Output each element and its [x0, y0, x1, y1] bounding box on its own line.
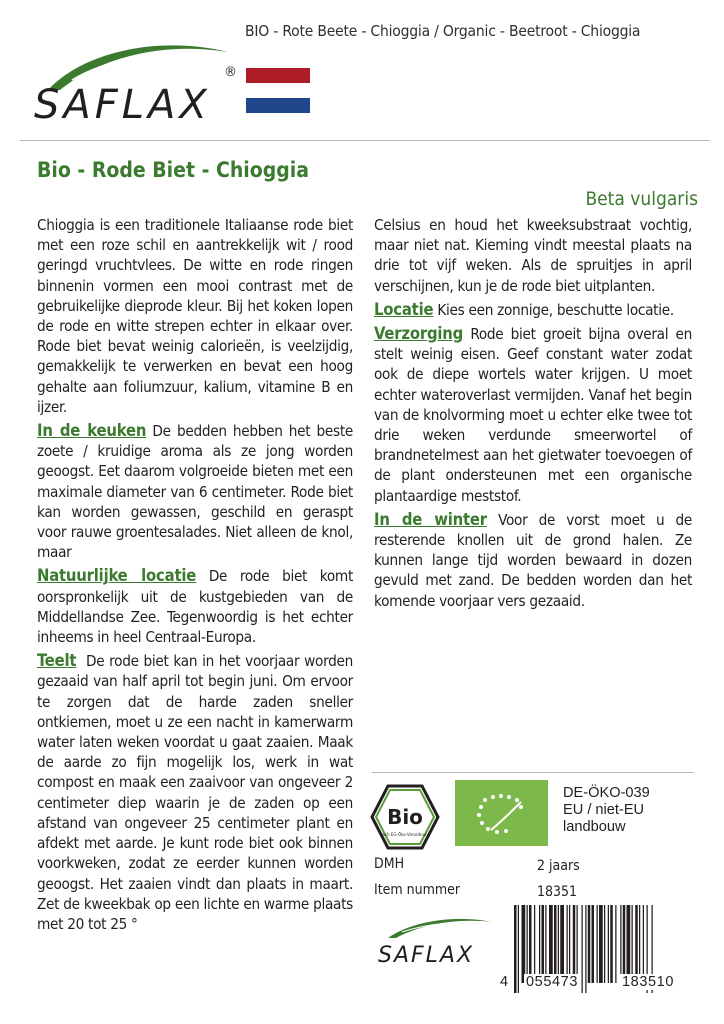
location-section: [374, 300, 692, 320]
flag-stripe-white: [246, 83, 310, 98]
winter-heading: In de winter: [374, 509, 487, 529]
certification-origin: EU / niet-EU: [563, 802, 645, 818]
barcode-bar: [539, 905, 540, 983]
dmh-value: 2 jaars: [537, 858, 580, 874]
flag-stripe-red: [246, 68, 310, 83]
saflax-logo-small: [374, 910, 498, 968]
barcode-bar: [592, 905, 595, 983]
svg-text:SAFLAX: SAFLAX: [34, 82, 211, 126]
winter-text: Voor de vorst moet u de resterende knollen uit de grond halen. Ze kunnen lange tijd worden bewaard in dozen gevuld met zand. De bedden worden dan het komende voorjaar vers gezaaid.: [374, 510, 692, 610]
item-number-value: 18351: [537, 884, 578, 900]
barcode-bar: [597, 905, 598, 983]
barcode-bar: [514, 905, 517, 993]
saflax-logo: [28, 30, 250, 126]
cultivation-text: De rode biet kan in het voorjaar worden gezaaid van half april tot begin juni. Om ervoor te zorgen dat de harde zaden sneller ontkiemen, moet u ze een nacht in kamerwarm water laten weken voordat u gaat zaaien. Maak de aarde zo fijn mogelijk los, werk in wat compost en maak een zaaivoor van ongeveer 2 centimeter diep waarin je de zaden op een afstand van ongeveer 25 centimeter plant en afdekt met aarde. Je kunt rode biet ook binnen voorkweken, zodat ze eerder kunnen worden geoogst. Het zaaien vindt dan plaats in maart. Zet de kweekbak op een lichte en warme plaats met 20 tot 25 °: [37, 652, 354, 933]
barcode-bar: [529, 905, 532, 983]
natural-location-section: [37, 566, 353, 647]
care-section: [374, 324, 692, 506]
barcode-bar: [604, 905, 605, 983]
barcode-bar: [635, 905, 638, 983]
barcode-bar: [560, 905, 564, 983]
item-number-label: Item nummer: [374, 882, 461, 898]
barcode-bar: [639, 905, 640, 983]
barcode-bar: [615, 905, 616, 983]
netherlands-flag-icon: [246, 68, 310, 113]
location-heading: Locatie: [374, 299, 434, 319]
dmh-label: DMH: [374, 856, 405, 872]
barcode-bar: [643, 905, 644, 983]
barcode-bar: [567, 905, 568, 983]
flag-stripe-blue: [246, 98, 310, 113]
barcode-bar: [582, 905, 583, 993]
certification-code: DE-ÖKO-039: [563, 785, 650, 801]
barcode-bar: [542, 905, 545, 983]
barcode-bar: [522, 905, 526, 983]
barcode-bar: [620, 905, 621, 983]
barcode-bar: [599, 905, 603, 983]
page-header-title: BIO - Rote Beete - Chioggia / Organic - Beetroot - Chioggia: [245, 22, 641, 40]
barcode-group-1: 055473: [526, 974, 578, 990]
eu-organic-leaf-logo: [455, 780, 548, 846]
header-divider: [20, 140, 710, 141]
left-column: [37, 215, 353, 938]
winter-section: [374, 510, 692, 611]
barcode-bar: [549, 905, 553, 983]
certification-text: [563, 785, 650, 836]
latin-name: Beta vulgaris: [585, 188, 698, 210]
svg-text:®: ®: [224, 65, 237, 80]
barcode-bar: [577, 905, 578, 983]
bio-seal-icon: [370, 784, 440, 850]
location-text: Kies een zonnige, beschutte locatie.: [437, 300, 674, 319]
barcode-bar: [569, 905, 570, 983]
svg-text:nach EG-Öko-Verordnung: nach EG-Öko-Verordnung: [379, 832, 431, 837]
barcode-bar: [534, 905, 535, 983]
barcode-bar: [573, 905, 576, 983]
care-text: Rode biet groeit bijna overal en stelt weinig eisen. Geef constant water zodat ook de diepe wortels water krijgen. U moet echter wateroverlast vermijden. Vanaf het begin van de knolvorming moet u echter elke twee tot drie weken verdunde smeerwortel of brandnetelmest aan het gietwater toevoegen of de plant ondersteunen met een organische plantaardige meststof.: [374, 325, 692, 505]
barcode-bar: [527, 905, 528, 983]
cultivation-heading: Teelt: [37, 651, 77, 671]
kitchen-section: [37, 421, 353, 562]
barcode-bar: [610, 905, 613, 983]
kitchen-text: De bedden hebben het beste zoete / kruidige aroma als ze jong worden geoogst. Eet daarom volgroeide bieten met een maximale diameter van 6 centimeter. Rode biet kan worden gewassen, geschild en geraspt voor rauwe groentesalades. Niet alleen de knol, maar: [37, 422, 353, 562]
svg-text:SAFLAX: SAFLAX: [378, 943, 475, 968]
barcode-bar: [558, 905, 559, 983]
care-heading: Verzorging: [374, 324, 464, 344]
barcode-bar: [623, 905, 626, 983]
product-title: Bio - Rode Biet - Chioggia: [37, 158, 310, 182]
cultivation-section: [37, 651, 353, 934]
cultivation-continued: Celsius en houd het kweeksubstraat vochtig, maar niet nat. Kieming vindt meestal plaats na drie tot vijf weken. Als de spruitjes in april verschijnen, kun je de rode biet uitplanten.: [374, 216, 692, 295]
barcode-bar: [518, 905, 519, 993]
barcode-bar: [554, 905, 557, 983]
intro-paragraph: Chioggia is een traditionele Italiaanse rode biet met een roze schil en aantrekkelijk wit / rood geringd vruchtvlees. De witte en rode ringen binnenin vormen een mooi contrast met de gebruikelijke dieprode kleur. Bij het koken lopen de rode en witte strepen echter in elkaar over. Rode biet bevat weinig calorieën, is veelzijdig, gemakkelijk te verwerken en bevat een hoog gehalte aan foliumzuur, kalium, vitamine B en ijzer.: [37, 216, 353, 416]
barcode-bar: [608, 905, 609, 983]
barcode-bar: [588, 905, 591, 983]
natural-location-text: De rode biet komt oorspronkelijk uit de kustgebieden van de Middellandse Zee. Tegenwoordig is het echter inheems in heel Centraal-Europa.: [37, 567, 353, 647]
kitchen-heading: In de keuken: [37, 421, 147, 441]
right-column: [374, 215, 692, 615]
barcode-group-2: 183510: [622, 974, 674, 990]
barcode-bar: [632, 905, 633, 983]
barcode-bar: [545, 905, 546, 983]
barcode-first-digit: 4: [500, 974, 509, 990]
certification-divider: [372, 772, 694, 773]
certification-agriculture: landbouw: [563, 819, 626, 835]
eu-leaf-stars-icon: [455, 780, 548, 846]
svg-text:Bio: Bio: [387, 805, 423, 829]
natural-location-heading: Natuurlijke locatie: [37, 566, 197, 586]
barcode-bar: [585, 905, 586, 993]
barcode-bar: [627, 905, 631, 983]
